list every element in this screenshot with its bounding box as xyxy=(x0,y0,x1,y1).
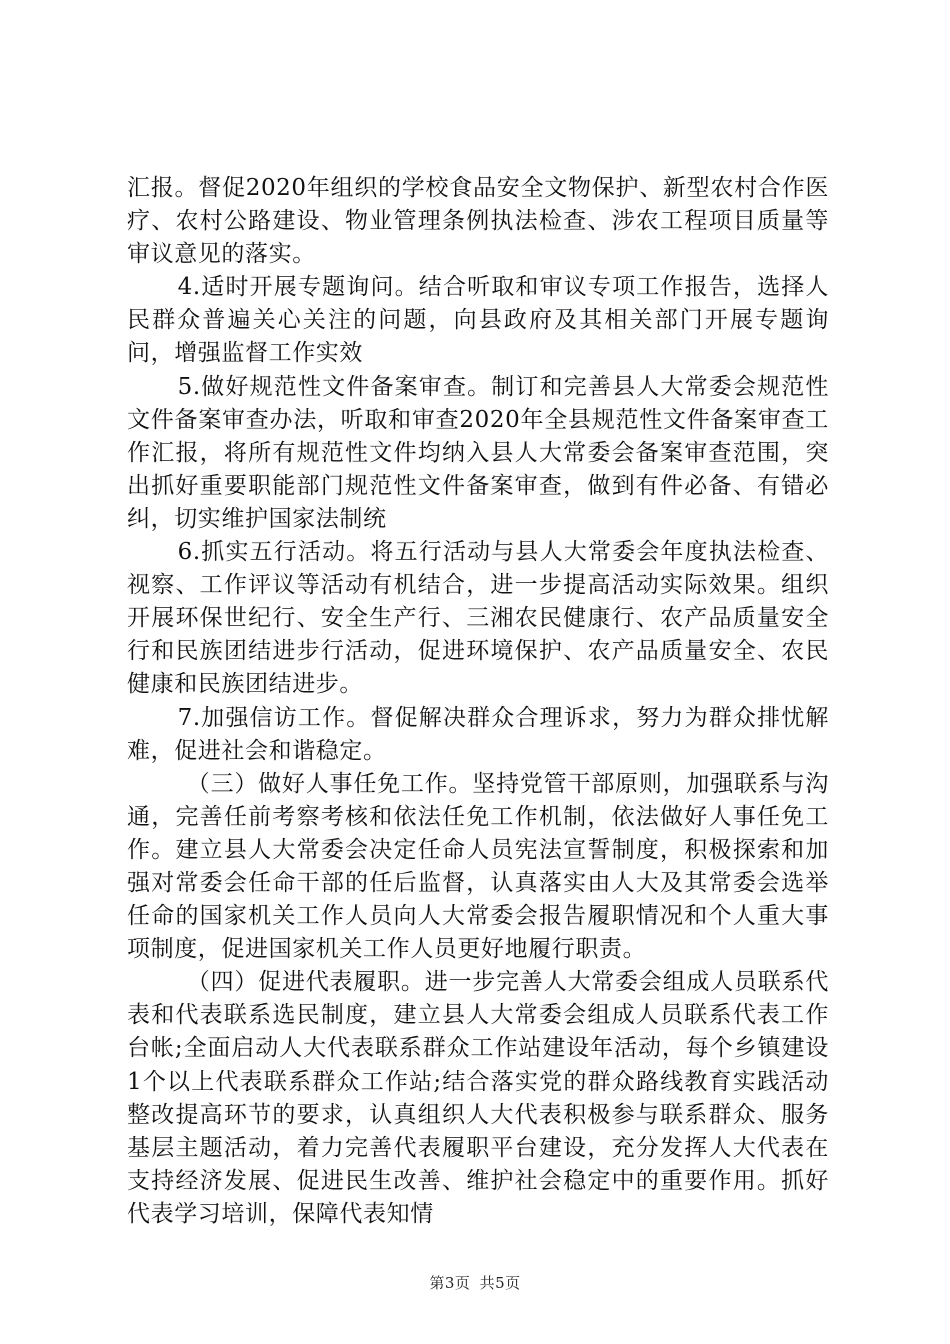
page-footer xyxy=(0,1272,950,1293)
paragraph-section-3: （三）做好人事任免工作。坚持党管干部原则，加强联系与沟通，完善任前考察考核和依法任免工作机制，依法做好人事任免工作。建立县人大常委会决定任命人员宪法宣誓制度，积极探索和加强对常委会任命干部的任后监督，认真落实由人大及其常委会选举任命的国家机关工作人员向人大常委会报告履职情况和个人重大事项制度，促进国家机关工作人员更好地履行职责。 xyxy=(127,770,829,963)
paragraph-item-4: 4.适时开展专题询问。结合听取和审议专项工作报告，选择人民群众普遍关心关注的问题，向县政府及其相关部门开展专题询问，增强监督工作实效 xyxy=(127,274,829,367)
document-body xyxy=(127,172,829,1231)
paragraph-item-5: 5.做好规范性文件备案审查。制订和完善县人大常委会规范性文件备案审查办法，听取和审查2020年全县规范性文件备案审查工作汇报，将所有规范性文件均纳入县人大常委会备案审查范围，突出抓好重要职能部门规范性文件备案审查，做到有件必备、有错必纠，切实维护国家法制统 xyxy=(127,373,829,532)
paragraph-item-6: 6.抓实五行活动。将五行活动与县人大常委会年度执法检查、视察、工作评议等活动有机结合，进一步提高活动实际效果。组织开展环保世纪行、安全生产行、三湘农民健康行、农产品质量安全行和民族团结进步行活动，促进环境保护、农产品质量安全、农民健康和民族团结进步。 xyxy=(127,539,829,698)
paragraph-item-7: 7.加强信访工作。督促解决群众合理诉求，努力为群众排忧解难，促进社会和谐稳定。 xyxy=(127,704,829,764)
paragraph-continuation: 汇报。督促2020年组织的学校食品安全文物保护、新型农村合作医疗、农村公路建设、物业管理条例执法检查、涉农工程项目质量等审议意见的落实。 xyxy=(127,175,829,268)
total-page-count: 共5页 xyxy=(479,1274,521,1292)
paragraph-section-4: （四）促进代表履职。进一步完善人大常委会组成人员联系代表和代表联系选民制度，建立县人大常委会组成人员联系代表工作台帐;全面启动人大代表联系群众工作站建设年活动，每个乡镇建设1个以上代表联系群众工作站;结合落实党的群众路线教育实践活动整改提高环节的要求，认真组织人大代表积极参与联系群众、服务基层主题活动，着力完善代表履职平台建设，充分发挥人大代表在支持经济发展、促进民生改善、维护社会稳定中的重要作用。抓好代表学习培训，保障代表知情 xyxy=(127,969,829,1227)
current-page-number: 第3页 xyxy=(429,1274,471,1292)
